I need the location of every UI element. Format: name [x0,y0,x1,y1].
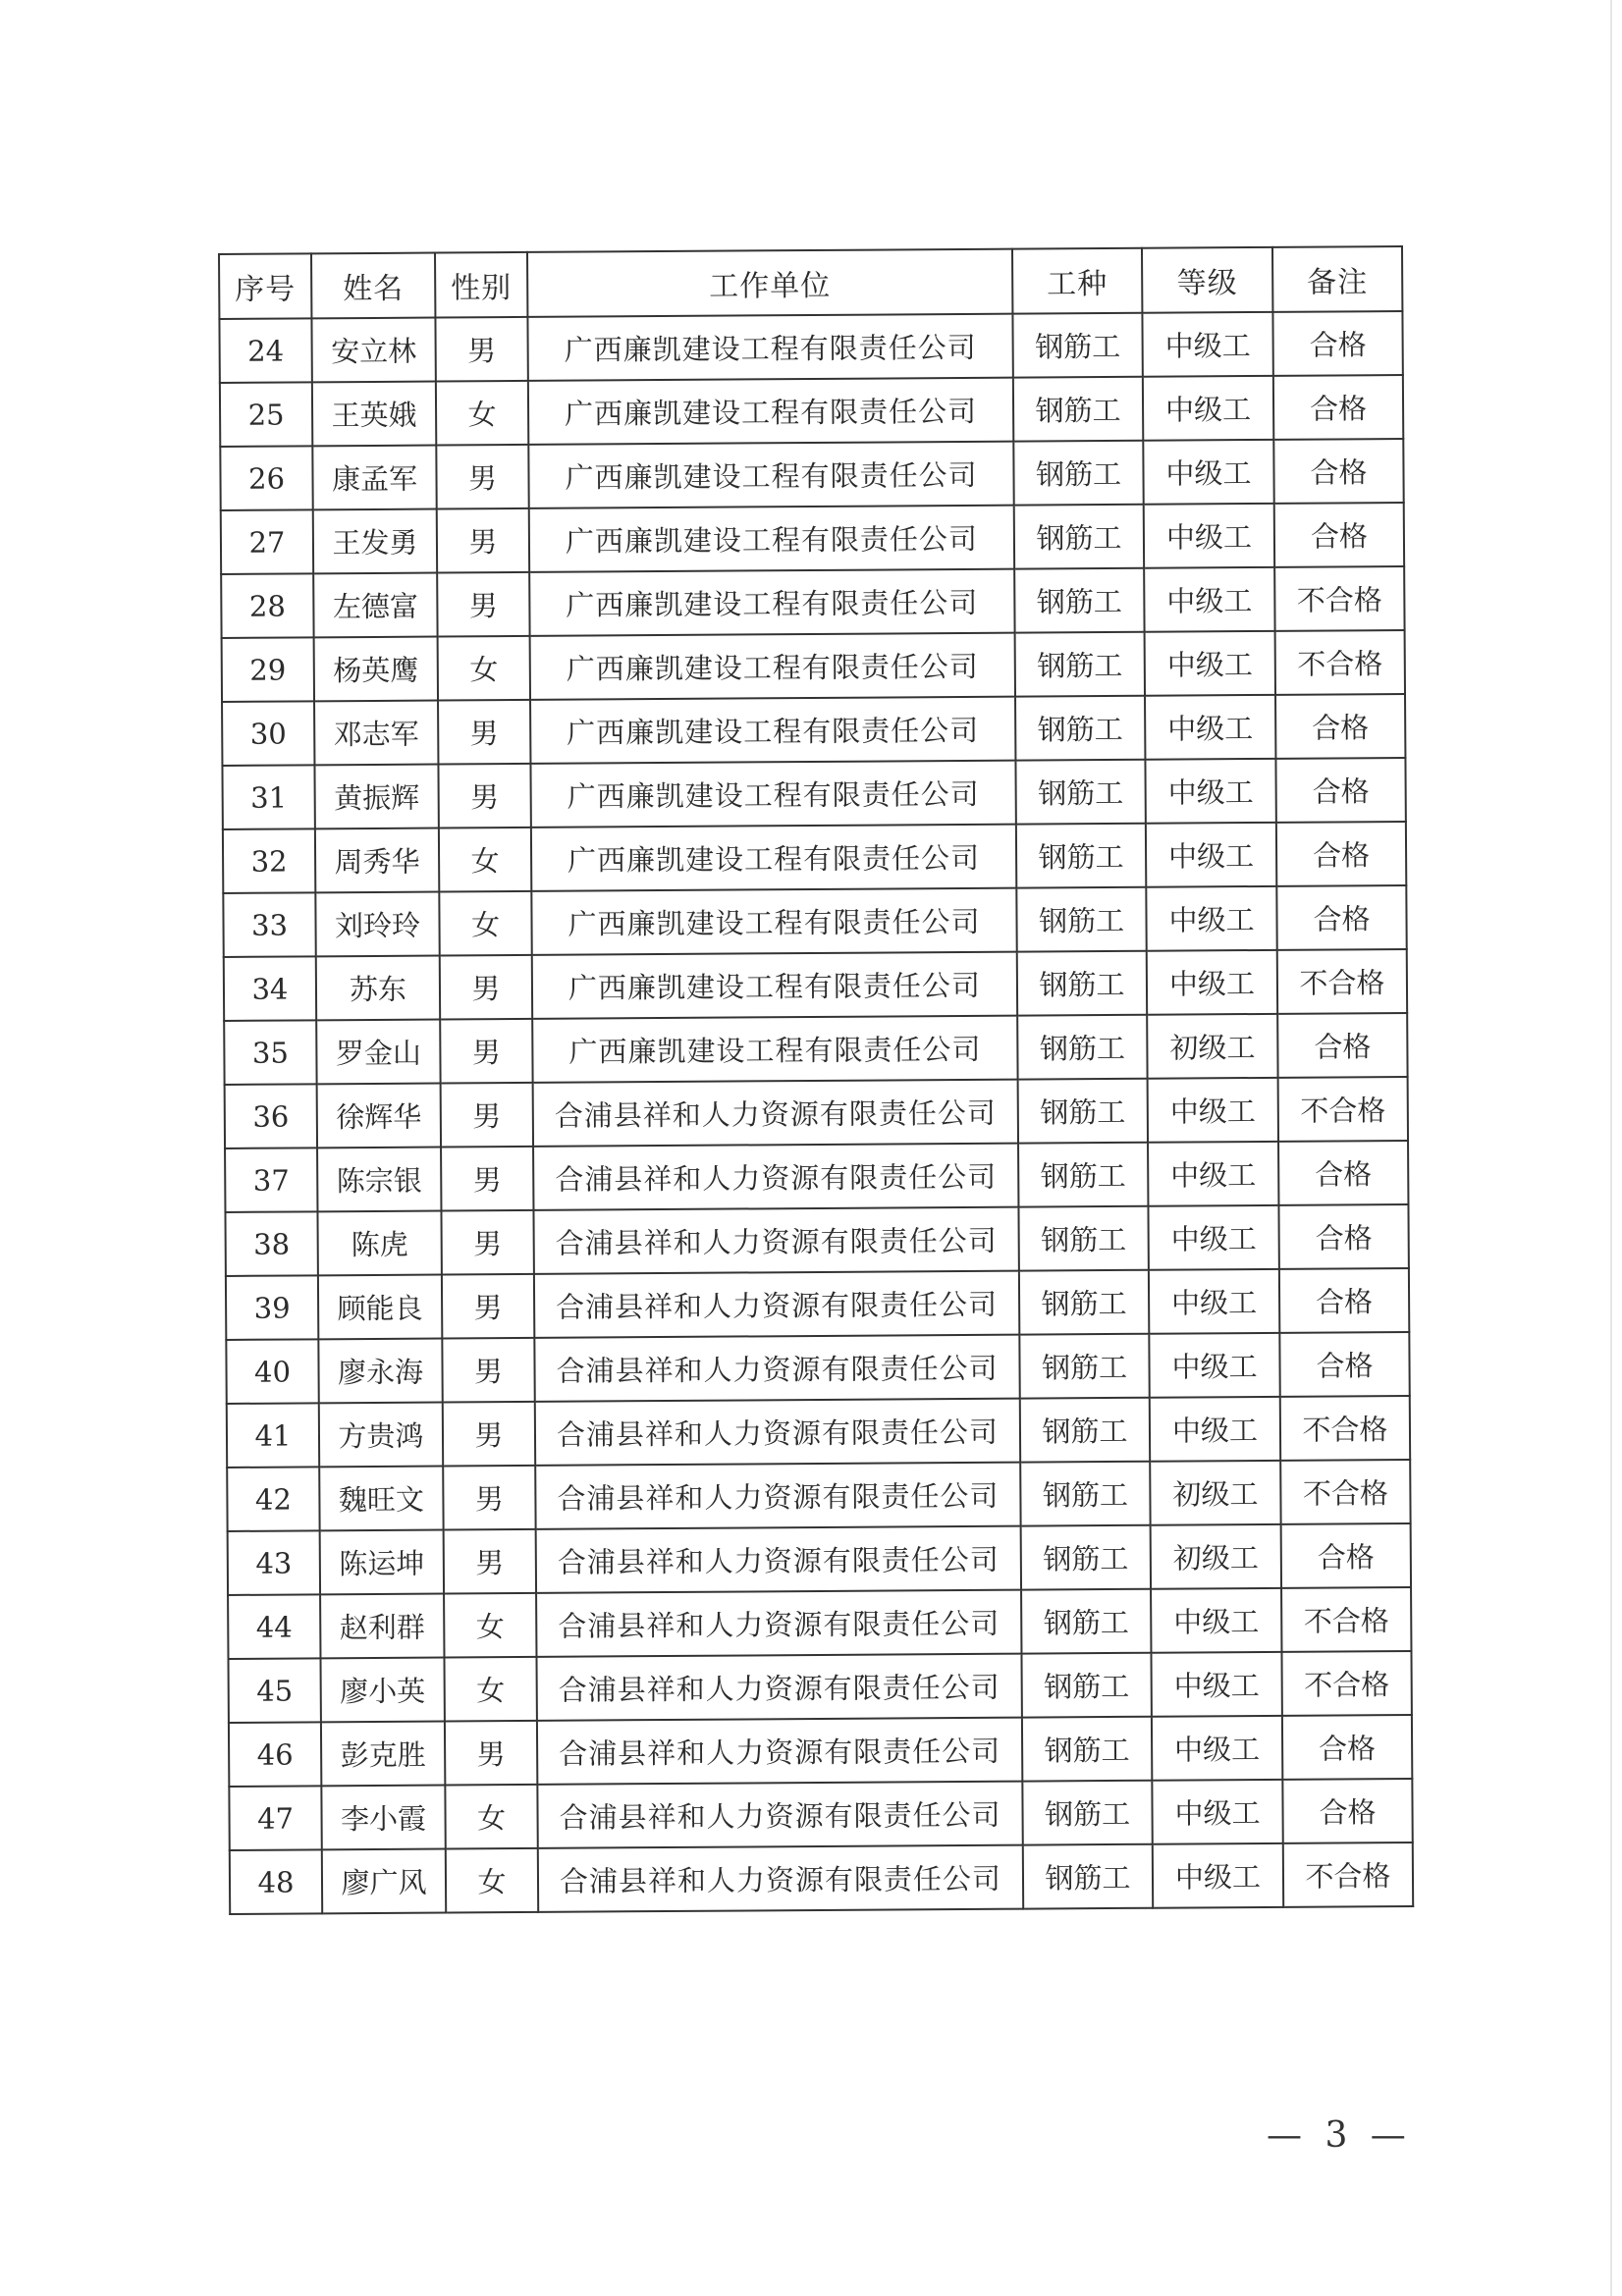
cell-remark: 不合格 [1274,566,1404,631]
page-edge-shadow [1610,0,1612,2296]
cell-gender: 男 [441,1210,533,1275]
column-header-gender: 性别 [435,252,527,318]
cell-trade: 钢筋工 [1015,632,1145,697]
cell-gender: 男 [443,1466,535,1530]
cell-gender: 男 [441,1083,533,1148]
table-row [226,1268,1409,1340]
cell-company: 广西廉凯建设工程有限责任公司 [530,633,1015,700]
cell-trade: 钢筋工 [1019,1334,1149,1399]
cell-gender: 男 [440,1019,532,1084]
cell-name: 苏东 [316,956,440,1021]
cell-no: 42 [227,1467,319,1531]
cell-level: 中级工 [1151,1588,1281,1653]
cell-remark: 合格 [1273,375,1403,440]
cell-trade: 钢筋工 [1018,1143,1148,1207]
cell-level: 中级工 [1153,1843,1283,1908]
cell-gender: 男 [437,572,529,637]
cell-remark: 不合格 [1280,1460,1410,1524]
table-row [228,1587,1411,1659]
cell-company: 合浦县祥和人力资源有限责任公司 [534,1271,1019,1338]
cell-company: 合浦县祥和人力资源有限责任公司 [535,1463,1020,1529]
cell-no: 31 [222,765,314,829]
cell-trade: 钢筋工 [1021,1525,1151,1590]
cell-level: 中级工 [1142,312,1272,377]
cell-remark: 合格 [1277,1013,1407,1078]
cell-name: 杨英鹰 [314,637,438,702]
cell-name: 魏旺文 [319,1467,443,1531]
table-header [219,246,1402,319]
cell-company: 广西廉凯建设工程有限责任公司 [530,761,1015,828]
cell-trade: 钢筋工 [1018,1079,1148,1144]
cell-level: 中级工 [1152,1716,1282,1781]
cell-trade: 钢筋工 [1022,1717,1152,1782]
cell-company: 合浦县祥和人力资源有限责任公司 [534,1335,1019,1402]
cell-name: 周秀华 [315,828,439,893]
cell-company: 广西廉凯建设工程有限责任公司 [532,1016,1017,1083]
cell-no: 41 [227,1403,319,1468]
cell-name: 安立林 [311,318,435,383]
table-row [226,1332,1409,1404]
table-row [223,822,1406,893]
cell-company: 合浦县祥和人力资源有限责任公司 [533,1144,1018,1210]
cell-gender: 男 [445,1721,537,1786]
cell-level: 中级工 [1152,1780,1282,1844]
table-row [228,1651,1411,1723]
cell-trade: 钢筋工 [1021,1653,1151,1718]
cell-level: 中级工 [1148,1078,1278,1143]
cell-trade: 钢筋工 [1015,760,1145,825]
cell-name: 康孟军 [312,446,436,510]
table-row [225,1077,1408,1148]
cell-level: 中级工 [1143,376,1273,441]
page-number: — 3 — [1267,2115,1412,2156]
cell-trade: 钢筋工 [1017,1015,1147,1080]
cell-no: 38 [225,1211,317,1276]
cell-gender: 男 [444,1529,536,1594]
cell-remark: 不合格 [1275,630,1405,695]
table-body [219,311,1413,1914]
cell-trade: 钢筋工 [1012,313,1142,378]
cell-company: 广西廉凯建设工程有限责任公司 [531,825,1016,891]
table-row [219,311,1402,383]
cell-remark: 不合格 [1283,1842,1413,1907]
cell-remark: 不合格 [1280,1396,1410,1461]
cell-remark: 合格 [1278,1204,1408,1269]
cell-gender: 男 [440,955,532,1020]
cell-gender: 女 [436,381,528,446]
table-row [224,949,1407,1021]
cell-gender: 男 [443,1402,535,1467]
cell-gender: 女 [438,636,530,701]
cell-remark: 合格 [1273,439,1403,504]
cell-remark: 合格 [1276,885,1406,950]
cell-company: 合浦县祥和人力资源有限责任公司 [538,1845,1023,1912]
cell-gender: 男 [438,700,530,765]
cell-company: 合浦县祥和人力资源有限责任公司 [536,1654,1021,1721]
cell-no: 36 [225,1084,317,1148]
cell-level: 中级工 [1147,950,1277,1015]
column-header-trade: 工种 [1012,248,1142,314]
cell-no: 34 [224,956,316,1021]
column-header-company: 工作单位 [527,249,1012,317]
cell-trade: 钢筋工 [1014,505,1144,569]
cell-remark: 合格 [1276,822,1406,886]
cell-remark: 合格 [1279,1332,1409,1397]
cell-level: 中级工 [1145,631,1275,696]
cell-company: 广西廉凯建设工程有限责任公司 [529,506,1014,572]
cell-company: 广西廉凯建设工程有限责任公司 [530,697,1015,764]
cell-no: 47 [229,1786,321,1850]
cell-no: 26 [220,446,312,510]
cell-gender: 男 [438,764,530,828]
cell-name: 刘玲玲 [315,892,439,957]
table-row [221,503,1404,574]
table-row [225,1204,1408,1276]
cell-trade: 钢筋工 [1019,1270,1149,1335]
table-row [229,1779,1412,1850]
cell-level: 中级工 [1151,1652,1281,1717]
cell-gender: 女 [445,1785,537,1849]
cell-level: 中级工 [1143,440,1273,505]
cell-trade: 钢筋工 [1022,1781,1152,1845]
table-row [227,1460,1410,1531]
cell-level: 中级工 [1148,1205,1278,1270]
cell-company: 合浦县祥和人力资源有限责任公司 [537,1782,1022,1848]
cell-no: 40 [226,1339,318,1404]
cell-company: 广西廉凯建设工程有限责任公司 [528,378,1013,445]
cell-gender: 女 [444,1657,536,1722]
cell-company: 合浦县祥和人力资源有限责任公司 [535,1399,1020,1466]
cell-no: 32 [223,828,315,893]
cell-remark: 合格 [1282,1715,1412,1780]
cell-name: 彭克胜 [321,1722,445,1787]
cell-remark: 合格 [1274,503,1404,567]
cell-no: 28 [221,573,313,638]
cell-remark: 合格 [1272,311,1402,376]
cell-name: 徐辉华 [317,1084,441,1148]
cell-no: 25 [220,382,312,447]
table-row [227,1396,1410,1468]
cell-company: 广西廉凯建设工程有限责任公司 [532,952,1017,1019]
cell-name: 陈运坤 [320,1530,444,1595]
cell-gender: 男 [442,1338,534,1403]
cell-company: 合浦县祥和人力资源有限责任公司 [533,1080,1018,1147]
cell-trade: 钢筋工 [1020,1398,1150,1463]
cell-company: 广西廉凯建设工程有限责任公司 [527,314,1012,381]
cell-name: 王英娥 [312,382,436,447]
personnel-table [218,245,1414,1915]
table-row [230,1842,1413,1914]
cell-name: 李小霞 [321,1785,445,1849]
cell-level: 中级工 [1144,504,1274,568]
table-row [222,630,1405,702]
cell-no: 48 [230,1849,322,1914]
cell-trade: 钢筋工 [1020,1462,1150,1526]
table-row [229,1715,1412,1787]
cell-level: 初级工 [1150,1461,1280,1525]
cell-no: 43 [228,1530,320,1595]
cell-trade: 钢筋工 [1021,1589,1151,1654]
cell-gender: 男 [437,508,529,573]
cell-company: 合浦县祥和人力资源有限责任公司 [537,1718,1022,1785]
cell-no: 45 [228,1658,320,1723]
cell-trade: 钢筋工 [1017,951,1147,1016]
cell-level: 中级工 [1145,759,1275,824]
cell-name: 陈虎 [317,1211,441,1276]
table-row [222,758,1405,829]
cell-name: 赵利群 [320,1594,444,1659]
cell-trade: 钢筋工 [1013,377,1143,442]
cell-gender: 女 [439,891,531,956]
cell-level: 中级工 [1149,1333,1279,1398]
cell-no: 37 [225,1148,317,1212]
cell-gender: 女 [444,1593,536,1658]
cell-name: 邓志军 [314,701,438,766]
column-header-name: 姓名 [311,253,435,319]
cell-trade: 钢筋工 [1016,824,1146,888]
cell-company: 广西廉凯建设工程有限责任公司 [529,569,1014,636]
cell-remark: 合格 [1275,694,1405,759]
cell-remark: 合格 [1281,1523,1411,1588]
cell-company: 合浦县祥和人力资源有限责任公司 [533,1207,1018,1274]
cell-company: 合浦县祥和人力资源有限责任公司 [536,1526,1021,1593]
cell-name: 顾能良 [318,1275,442,1340]
cell-remark: 合格 [1275,758,1405,823]
table-row [228,1523,1411,1595]
cell-company: 合浦县祥和人力资源有限责任公司 [536,1590,1021,1657]
cell-name: 陈宗银 [317,1148,441,1212]
cell-trade: 钢筋工 [1016,887,1146,952]
cell-trade: 钢筋工 [1014,568,1144,633]
column-header-remark: 备注 [1272,246,1402,312]
cell-trade: 钢筋工 [1015,696,1145,761]
cell-remark: 不合格 [1277,949,1407,1014]
cell-trade: 钢筋工 [1018,1206,1148,1271]
column-header-no: 序号 [219,253,311,319]
cell-level: 中级工 [1150,1397,1280,1462]
cell-gender: 男 [442,1274,534,1339]
cell-no: 27 [221,509,313,574]
cell-level: 初级工 [1151,1524,1281,1589]
table-row [220,439,1403,510]
cell-remark: 合格 [1282,1779,1412,1843]
cell-gender: 女 [439,828,531,892]
cell-level: 中级工 [1149,1269,1279,1334]
table-row [220,375,1403,447]
cell-remark: 不合格 [1281,1651,1411,1716]
cell-name: 廖广风 [322,1848,446,1913]
cell-gender: 男 [441,1147,533,1211]
cell-no: 39 [226,1275,318,1340]
cell-name: 王发勇 [313,509,437,574]
cell-name: 罗金山 [316,1020,440,1085]
cell-no: 46 [229,1722,321,1787]
cell-no: 30 [222,701,314,766]
cell-level: 初级工 [1147,1014,1277,1079]
cell-company: 广西廉凯建设工程有限责任公司 [531,888,1016,955]
table-row [224,1013,1407,1085]
cell-remark: 不合格 [1281,1587,1411,1652]
cell-no: 33 [223,892,315,957]
cell-gender: 男 [436,445,528,509]
cell-no: 24 [219,318,311,383]
cell-no: 35 [224,1020,316,1085]
cell-gender: 女 [446,1848,538,1913]
cell-name: 方贵鸿 [319,1403,443,1468]
cell-trade: 钢筋工 [1013,441,1143,506]
cell-level: 中级工 [1146,823,1276,887]
cell-level: 中级工 [1145,695,1275,760]
cell-level: 中级工 [1144,567,1274,632]
table-row [222,694,1405,766]
table-row [225,1141,1408,1212]
cell-name: 黄振辉 [314,765,438,829]
cell-remark: 合格 [1279,1268,1409,1333]
cell-gender: 男 [435,317,527,382]
cell-remark: 不合格 [1278,1077,1408,1142]
cell-no: 29 [222,637,314,702]
header-row [219,246,1402,319]
cell-name: 廖小英 [320,1658,444,1723]
table-row [223,885,1406,957]
cell-name: 左德富 [313,573,437,638]
table-row [221,566,1404,638]
cell-level: 中级工 [1146,886,1276,951]
cell-trade: 钢筋工 [1023,1844,1153,1909]
cell-no: 44 [228,1594,320,1659]
column-header-level: 等级 [1142,247,1272,313]
cell-level: 中级工 [1148,1142,1278,1206]
cell-remark: 合格 [1278,1141,1408,1205]
cell-name: 廖永海 [318,1339,442,1404]
cell-company: 广西廉凯建设工程有限责任公司 [528,442,1013,508]
